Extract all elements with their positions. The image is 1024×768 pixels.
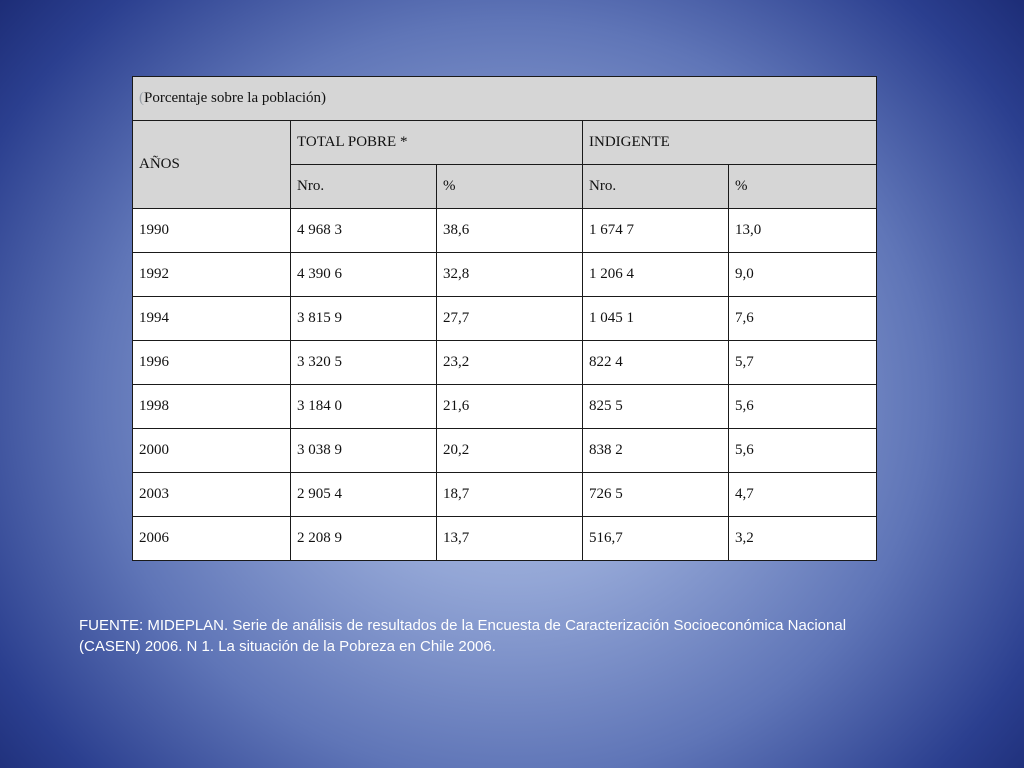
table-caption-row <box>133 77 877 121</box>
source-note <box>79 615 979 657</box>
source-line-1: FUENTE: MIDEPLAN. Serie de análisis de resultados de la Encuesta de Caracterización Socioeconómica Nacional <box>79 617 847 634</box>
cell-indigente-pct: 9,0 <box>729 253 877 297</box>
cell-year: 1992 <box>133 253 291 297</box>
subheader-total-pct: % <box>437 165 583 209</box>
caption-text: Porcentaje sobre la población) <box>144 90 327 106</box>
cell-year: 1996 <box>133 341 291 385</box>
cell-total-pct: 13,7 <box>437 517 583 561</box>
cell-indigente-nro: 838 2 <box>583 429 729 473</box>
cell-indigente-nro: 1 045 1 <box>583 297 729 341</box>
subheader-indigente-nro: Nro. <box>583 165 729 209</box>
cell-indigente-pct: 3,2 <box>729 517 877 561</box>
header-indigente: INDIGENTE <box>583 121 877 165</box>
subheader-indigente-pct: % <box>729 165 877 209</box>
cell-year: 1994 <box>133 297 291 341</box>
table-row <box>133 209 877 253</box>
cell-indigente-nro: 726 5 <box>583 473 729 517</box>
header-years: AÑOS <box>133 121 291 209</box>
table-header-row <box>133 121 877 165</box>
cell-indigente-pct: 5,7 <box>729 341 877 385</box>
table-row <box>133 473 877 517</box>
source-line-2: (CASEN) 2006. N 1. La situación de la Pobreza en Chile 2006. <box>79 638 496 655</box>
cell-total-nro: 3 815 9 <box>291 297 437 341</box>
cell-indigente-pct: 7,6 <box>729 297 877 341</box>
table-row <box>133 385 877 429</box>
cell-total-nro: 3 038 9 <box>291 429 437 473</box>
table-row <box>133 429 877 473</box>
cell-indigente-nro: 516,7 <box>583 517 729 561</box>
subheader-total-nro: Nro. <box>291 165 437 209</box>
caption-mark: ( <box>139 90 144 106</box>
cell-year: 2003 <box>133 473 291 517</box>
cell-indigente-nro: 1 674 7 <box>583 209 729 253</box>
cell-year: 2006 <box>133 517 291 561</box>
cell-year: 1990 <box>133 209 291 253</box>
cell-total-nro: 2 208 9 <box>291 517 437 561</box>
cell-indigente-nro: 822 4 <box>583 341 729 385</box>
table-row <box>133 341 877 385</box>
cell-indigente-nro: 1 206 4 <box>583 253 729 297</box>
cell-total-pct: 38,6 <box>437 209 583 253</box>
cell-total-pct: 23,2 <box>437 341 583 385</box>
table-row <box>133 253 877 297</box>
cell-total-pct: 20,2 <box>437 429 583 473</box>
cell-year: 2000 <box>133 429 291 473</box>
table-caption <box>133 77 877 121</box>
cell-total-nro: 3 320 5 <box>291 341 437 385</box>
cell-total-nro: 2 905 4 <box>291 473 437 517</box>
cell-total-nro: 4 390 6 <box>291 253 437 297</box>
table-row <box>133 517 877 561</box>
cell-indigente-nro: 825 5 <box>583 385 729 429</box>
table-row <box>133 297 877 341</box>
cell-total-pct: 21,6 <box>437 385 583 429</box>
cell-total-nro: 4 968 3 <box>291 209 437 253</box>
cell-total-pct: 27,7 <box>437 297 583 341</box>
poverty-table <box>132 76 877 561</box>
cell-total-pct: 32,8 <box>437 253 583 297</box>
cell-indigente-pct: 5,6 <box>729 429 877 473</box>
header-total-pobre: TOTAL POBRE * <box>291 121 583 165</box>
cell-total-pct: 18,7 <box>437 473 583 517</box>
cell-year: 1998 <box>133 385 291 429</box>
cell-indigente-pct: 5,6 <box>729 385 877 429</box>
cell-total-nro: 3 184 0 <box>291 385 437 429</box>
cell-indigente-pct: 4,7 <box>729 473 877 517</box>
cell-indigente-pct: 13,0 <box>729 209 877 253</box>
